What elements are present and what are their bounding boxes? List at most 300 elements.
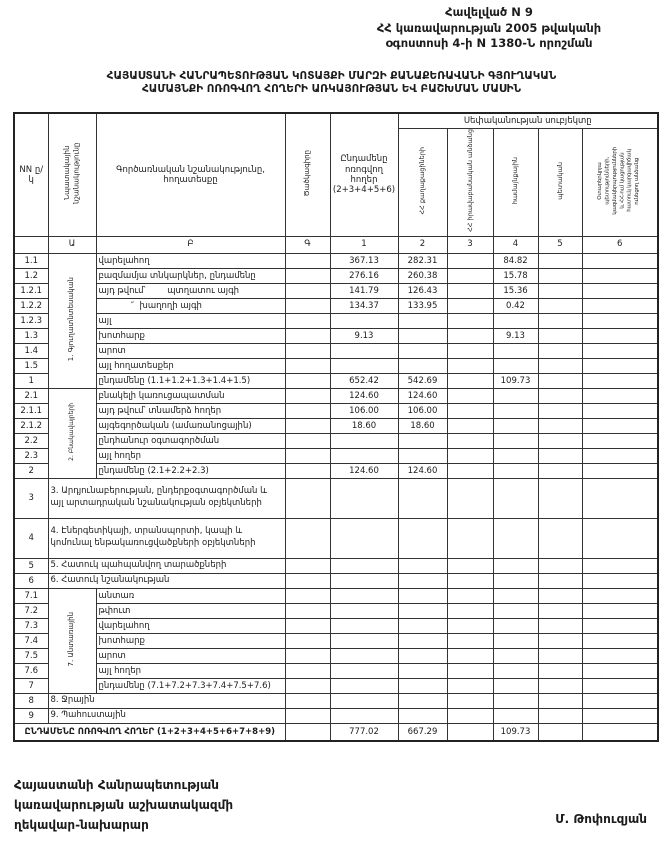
value-cell	[538, 693, 582, 708]
value-cell	[538, 708, 582, 723]
value-cell	[582, 268, 658, 283]
value-cell	[447, 433, 493, 448]
row-num: 7.1	[14, 588, 48, 603]
value-cell	[538, 373, 582, 388]
value-cell	[447, 253, 493, 268]
value-cell	[582, 693, 658, 708]
table-row	[14, 448, 658, 463]
value-cell	[582, 618, 658, 633]
value-cell	[493, 433, 538, 448]
table-row	[14, 388, 658, 403]
row-num: 1.2.2	[14, 298, 48, 313]
value-cell	[582, 463, 658, 478]
value-cell	[538, 328, 582, 343]
table-row	[14, 433, 658, 448]
value-cell	[538, 573, 582, 588]
value-cell	[398, 588, 447, 603]
page-title	[0, 70, 663, 96]
value-cell: 15.78	[493, 268, 538, 283]
value-cell	[447, 663, 493, 678]
value-cell	[538, 723, 582, 741]
col-header-foreign	[582, 128, 658, 236]
value-cell	[582, 518, 658, 558]
value-cell: 18.60	[330, 418, 398, 433]
title-line-1: ՀԱՅԱՍՏԱՆԻ ՀԱՆՐԱՊԵՏՈՒԹՅԱՆ ԿՈՏԱՅՔԻ ՄԱՐԶԻ ՔԱՆԱՔԵՌԱՎԱՆԻ ԳՅՈՒՂԱԿԱՆ	[106, 70, 557, 82]
value-cell: 667.29	[398, 723, 447, 741]
row-num: 5	[14, 558, 48, 573]
value-cell	[493, 518, 538, 558]
value-cell	[538, 478, 582, 518]
table-row	[14, 648, 658, 663]
value-cell	[582, 648, 658, 663]
code-cell	[285, 603, 330, 618]
letter-cell: 6	[582, 236, 658, 253]
value-cell	[538, 343, 582, 358]
value-cell	[538, 448, 582, 463]
value-cell	[447, 418, 493, 433]
value-cell	[538, 663, 582, 678]
value-cell	[330, 648, 398, 663]
value-cell	[330, 478, 398, 518]
value-cell	[330, 313, 398, 328]
code-cell	[285, 448, 330, 463]
value-cell: 106.00	[398, 403, 447, 418]
row-num: 1.1	[14, 253, 48, 268]
value-cell	[398, 648, 447, 663]
value-cell: 109.73	[493, 723, 538, 741]
value-cell	[330, 663, 398, 678]
value-cell: 15.36	[493, 283, 538, 298]
row-num: 8	[14, 693, 48, 708]
value-cell	[398, 633, 447, 648]
value-cell	[582, 388, 658, 403]
code-cell	[285, 313, 330, 328]
row-label: այլ հողատեսքեր	[96, 358, 285, 373]
table-row	[14, 633, 658, 648]
grand-total-label: ԸՆԴԱՄԵՆԸ ՈՌՈԳՎՈՂ ՀՈՂԵՐ (1+2+3+4+5+6+7+8+9)	[14, 723, 285, 741]
col-header-foreign-text: Օտարերկրյա պետությունների, կազմակերպությունների և ՀՀ-ում կացության հատուկ կարգավիճակ ունեցող անձանց	[597, 146, 641, 215]
table-row	[14, 253, 658, 268]
signature-line-1: Հայաստանի Հանրապետության	[14, 778, 219, 792]
signature-name: Մ. Թոփուզյան	[555, 812, 647, 826]
code-cell	[285, 648, 330, 663]
row-label: ընդամենը (2.1+2.2+2.3)	[96, 463, 285, 478]
value-cell	[538, 678, 582, 693]
group-label-forest: 7. Անտառային	[48, 588, 96, 693]
row-label: այդ թվում՝ պտղատու այգի	[96, 283, 285, 298]
row-num: 6	[14, 573, 48, 588]
code-cell	[285, 478, 330, 518]
row-num: 2.3	[14, 448, 48, 463]
value-cell	[582, 283, 658, 298]
row-label: ″ խաղողի այգի	[96, 298, 285, 313]
table-row	[14, 518, 658, 558]
value-cell: 18.60	[398, 418, 447, 433]
value-cell	[538, 313, 582, 328]
value-cell	[582, 313, 658, 328]
table-row	[14, 298, 658, 313]
value-cell: 84.82	[493, 253, 538, 268]
code-cell	[285, 283, 330, 298]
value-cell	[493, 573, 538, 588]
table-row	[14, 678, 658, 693]
code-cell	[285, 403, 330, 418]
value-cell	[330, 603, 398, 618]
value-cell	[582, 558, 658, 573]
value-cell	[493, 448, 538, 463]
col-header-ownership: Սեփականության սուբյեկտը	[398, 113, 658, 128]
value-cell	[493, 313, 538, 328]
value-cell	[447, 388, 493, 403]
value-cell	[493, 388, 538, 403]
code-cell	[285, 373, 330, 388]
table-row	[14, 373, 658, 388]
code-cell	[285, 518, 330, 558]
table-row	[14, 343, 658, 358]
row-num: 1.2	[14, 268, 48, 283]
value-cell: 542.69	[398, 373, 447, 388]
value-cell	[538, 433, 582, 448]
col-header-total: Ընդամենը ոռոգվող հողեր (2+3+4+5+6)	[330, 113, 398, 236]
row-label: ընդամենը (1.1+1.2+1.3+1.4+1.5)	[96, 373, 285, 388]
letter-cell: 1	[330, 236, 398, 253]
row-num: 1.5	[14, 358, 48, 373]
value-cell	[538, 403, 582, 418]
row-num: 7	[14, 678, 48, 693]
value-cell	[493, 358, 538, 373]
appendix-line-3: օգոստոսի 4-ի N 1380-Ն որոշման	[385, 36, 593, 51]
value-cell	[330, 358, 398, 373]
value-cell	[582, 328, 658, 343]
value-cell	[538, 558, 582, 573]
row-num: 4	[14, 518, 48, 558]
code-cell	[285, 693, 330, 708]
value-cell	[330, 343, 398, 358]
table-row	[14, 418, 658, 433]
value-cell	[538, 618, 582, 633]
value-cell	[330, 633, 398, 648]
value-cell	[447, 588, 493, 603]
row-label: այլ հողեր	[96, 663, 285, 678]
code-cell	[285, 558, 330, 573]
value-cell	[447, 313, 493, 328]
table-row	[14, 708, 658, 723]
code-cell	[285, 618, 330, 633]
value-cell	[493, 463, 538, 478]
row-label: բազմամյա տնկարկներ, ընդամենը	[96, 268, 285, 283]
value-cell	[398, 358, 447, 373]
value-cell: 109.73	[493, 373, 538, 388]
row-label: թփուտ	[96, 603, 285, 618]
value-cell	[398, 603, 447, 618]
table-row	[14, 573, 658, 588]
col-header-community: համայնքային	[493, 128, 538, 236]
value-cell: 124.60	[330, 388, 398, 403]
value-cell	[493, 403, 538, 418]
value-cell: 124.60	[398, 388, 447, 403]
row-num: 7.5	[14, 648, 48, 663]
value-cell	[493, 648, 538, 663]
row-label: ընդհանուր օգտագործման	[96, 433, 285, 448]
value-cell	[493, 678, 538, 693]
value-cell	[538, 253, 582, 268]
value-cell	[493, 603, 538, 618]
col-header-citizens: ՀՀ քաղաքացիների	[398, 128, 447, 236]
row-label: այգեգործական (ամառանոցային)	[96, 418, 285, 433]
value-cell	[582, 573, 658, 588]
value-cell	[538, 283, 582, 298]
row-num: 7.3	[14, 618, 48, 633]
row-num: 2.1	[14, 388, 48, 403]
row-label: 5. Հատուկ պահպանվող տարածքների	[48, 558, 285, 573]
value-cell: 126.43	[398, 283, 447, 298]
value-cell	[447, 633, 493, 648]
value-cell: 9.13	[330, 328, 398, 343]
value-cell	[538, 463, 582, 478]
value-cell	[447, 693, 493, 708]
value-cell: 652.42	[330, 373, 398, 388]
table-row	[14, 268, 658, 283]
table-row	[14, 283, 658, 298]
row-label: խոտհարք	[96, 328, 285, 343]
value-cell	[493, 558, 538, 573]
value-cell	[330, 588, 398, 603]
row-num: 1.2.3	[14, 313, 48, 328]
value-cell	[398, 448, 447, 463]
value-cell	[582, 708, 658, 723]
row-label: 8. Ջրային	[48, 693, 285, 708]
value-cell	[582, 603, 658, 618]
value-cell: 9.13	[493, 328, 538, 343]
value-cell	[398, 678, 447, 693]
value-cell	[493, 418, 538, 433]
code-cell	[285, 418, 330, 433]
value-cell: 124.60	[398, 463, 447, 478]
code-cell	[285, 663, 330, 678]
value-cell	[582, 588, 658, 603]
row-num: 2	[14, 463, 48, 478]
row-label: բնակելի կառուցապատման	[96, 388, 285, 403]
value-cell	[493, 588, 538, 603]
value-cell: 276.16	[330, 268, 398, 283]
letter-cell: 2	[398, 236, 447, 253]
row-label: այդ թվում՝ տնամերձ հողեր	[96, 403, 285, 418]
value-cell	[330, 678, 398, 693]
row-label: խոտհարք	[96, 633, 285, 648]
letter-cell: Գ	[285, 236, 330, 253]
appendix-line-2: ՀՀ կառավարության 2005 թվականի	[376, 20, 602, 35]
table-row	[14, 463, 658, 478]
table-row	[14, 618, 658, 633]
value-cell	[447, 478, 493, 518]
row-num: 1.4	[14, 343, 48, 358]
value-cell: 777.02	[330, 723, 398, 741]
value-cell	[447, 373, 493, 388]
code-cell	[285, 328, 330, 343]
code-cell	[285, 388, 330, 403]
value-cell	[493, 708, 538, 723]
code-cell	[285, 298, 330, 313]
appendix-note	[329, 5, 649, 52]
value-cell	[398, 573, 447, 588]
table-row	[14, 478, 658, 518]
value-cell: 133.95	[398, 298, 447, 313]
value-cell	[493, 663, 538, 678]
letter-cell: 3	[447, 236, 493, 253]
value-cell	[330, 558, 398, 573]
value-cell: 141.79	[330, 283, 398, 298]
value-cell	[538, 418, 582, 433]
code-cell	[285, 463, 330, 478]
row-num: 9	[14, 708, 48, 723]
table-row	[14, 588, 658, 603]
grand-total-row	[14, 723, 658, 741]
group-label-agricultural: 1. Գյուղատնտեսական	[48, 253, 96, 388]
value-cell: 367.13	[330, 253, 398, 268]
signature-line-2: կառավարության աշխատակազմի	[14, 797, 234, 812]
value-cell	[398, 708, 447, 723]
signature-block	[14, 776, 233, 835]
row-label: 3. Արդյունաբերության, ընդերքօգտագործման և այլ արտադրական նշանակության օբյեկտների	[48, 478, 285, 518]
value-cell	[582, 678, 658, 693]
value-cell	[582, 433, 658, 448]
value-cell	[447, 298, 493, 313]
row-label: ընդամենը (7.1+7.2+7.3+7.4+7.5+7.6)	[96, 678, 285, 693]
value-cell	[447, 448, 493, 463]
row-label: այլ	[96, 313, 285, 328]
value-cell	[538, 518, 582, 558]
row-num: 2.1.2	[14, 418, 48, 433]
value-cell	[398, 433, 447, 448]
row-label: 9. Պահուստային	[48, 708, 285, 723]
value-cell	[398, 558, 447, 573]
signature-line-3: ղեկավար-նախարար	[14, 817, 149, 832]
value-cell	[538, 268, 582, 283]
col-header-state: պետական	[538, 128, 582, 236]
value-cell	[330, 518, 398, 558]
value-cell	[398, 518, 447, 558]
header-row-1	[14, 113, 658, 128]
value-cell	[398, 618, 447, 633]
value-cell	[538, 648, 582, 663]
row-label: անտառ	[96, 588, 285, 603]
table-row	[14, 358, 658, 373]
value-cell	[447, 343, 493, 358]
value-cell	[582, 418, 658, 433]
value-cell	[538, 633, 582, 648]
value-cell	[493, 618, 538, 633]
row-num: 7.6	[14, 663, 48, 678]
value-cell	[538, 298, 582, 313]
code-cell	[285, 358, 330, 373]
value-cell	[447, 603, 493, 618]
value-cell	[493, 693, 538, 708]
value-cell	[447, 358, 493, 373]
value-cell: 106.00	[330, 403, 398, 418]
value-cell	[398, 328, 447, 343]
value-cell	[447, 678, 493, 693]
value-cell	[398, 693, 447, 708]
table-row	[14, 693, 658, 708]
value-cell	[330, 433, 398, 448]
value-cell	[493, 343, 538, 358]
value-cell	[447, 328, 493, 343]
value-cell	[582, 358, 658, 373]
value-cell	[538, 603, 582, 618]
row-num: 1.3	[14, 328, 48, 343]
value-cell	[330, 693, 398, 708]
value-cell	[398, 313, 447, 328]
value-cell	[447, 518, 493, 558]
row-label: վարելահող	[96, 253, 285, 268]
code-cell	[285, 433, 330, 448]
value-cell	[330, 448, 398, 463]
table-row	[14, 328, 658, 343]
value-cell: 134.37	[330, 298, 398, 313]
value-cell	[538, 358, 582, 373]
letter-cell: Բ	[96, 236, 285, 253]
value-cell	[447, 283, 493, 298]
col-header-code: Ծածկագիրը	[285, 113, 330, 236]
value-cell: 124.60	[330, 463, 398, 478]
row-label: այլ հողեր	[96, 448, 285, 463]
value-cell	[447, 573, 493, 588]
value-cell	[538, 588, 582, 603]
value-cell	[582, 343, 658, 358]
value-cell	[330, 618, 398, 633]
col-header-functional: Գործառնական նշանակությունը, հողատեսքը	[96, 113, 285, 236]
value-cell	[582, 298, 658, 313]
value-cell	[447, 618, 493, 633]
letter-row	[14, 236, 658, 253]
code-cell	[285, 343, 330, 358]
code-cell	[285, 268, 330, 283]
appendix-line-1: Հավելված N 9	[445, 5, 533, 19]
table-row	[14, 313, 658, 328]
table-row	[14, 663, 658, 678]
irrigated-lands-table	[13, 112, 659, 742]
col-header-purpose: Նպատակային նշանակությունը	[48, 113, 96, 236]
value-cell	[447, 723, 493, 741]
code-cell	[285, 253, 330, 268]
value-cell	[582, 478, 658, 518]
value-cell	[330, 573, 398, 588]
value-cell	[447, 268, 493, 283]
letter-cell: 4	[493, 236, 538, 253]
row-num: 7.4	[14, 633, 48, 648]
value-cell	[447, 708, 493, 723]
table-row	[14, 403, 658, 418]
value-cell	[330, 708, 398, 723]
row-num: 7.2	[14, 603, 48, 618]
row-label: 4. Էներգետիկայի, տրանսպորտի, կապի և կոմունալ ենթակառուցվածքների օբյեկտների	[48, 518, 285, 558]
code-cell	[285, 633, 330, 648]
row-label: վարելահող	[96, 618, 285, 633]
value-cell	[538, 388, 582, 403]
table-row	[14, 558, 658, 573]
value-cell	[582, 373, 658, 388]
value-cell	[582, 663, 658, 678]
table-row	[14, 603, 658, 618]
value-cell	[447, 403, 493, 418]
row-num: 2.2	[14, 433, 48, 448]
code-cell	[285, 573, 330, 588]
value-cell	[447, 463, 493, 478]
value-cell	[582, 403, 658, 418]
row-num: 1.2.1	[14, 283, 48, 298]
row-label: 6. Հատուկ նշանակության	[48, 573, 285, 588]
value-cell: 282.31	[398, 253, 447, 268]
